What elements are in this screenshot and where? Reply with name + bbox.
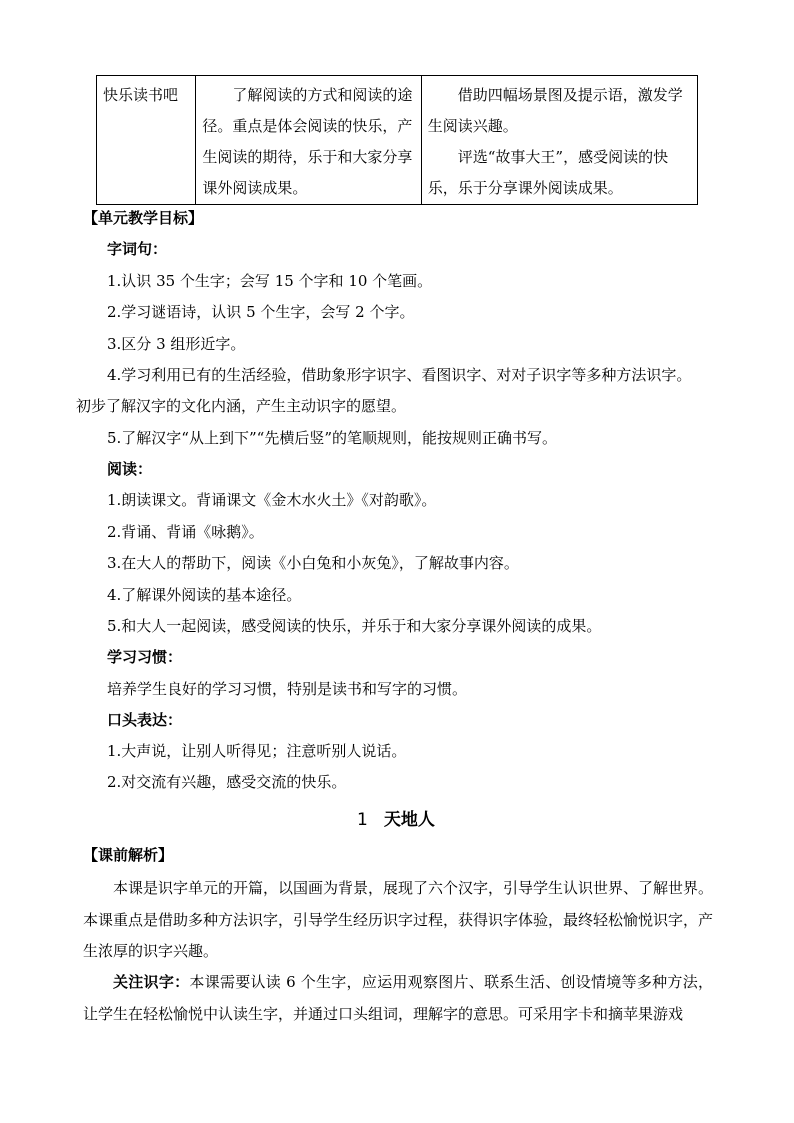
analysis-paragraph: 本课是识字单元的开篇，以国画为背景，展现了六个汉字，引导学生认识世界、了解世界。本课重点是借助多种方法识字，引导学生经历识字过程，获得识字体验，最终轻松愉悦识字，产生浓厚的识字兴趣。 — [83, 879, 714, 960]
reading-item: 5.和大人一起阅读，感受阅读的快乐，并乐于和大家分享课外阅读的成果。 — [107, 617, 602, 635]
words-item: 3.区分 3 组形近字。 — [107, 335, 246, 353]
words-item-cont: 初步了解汉字的文化内涵，产生主动识字的愿望。 — [76, 397, 407, 415]
reading-item: 4.了解课外阅读的基本途径。 — [107, 586, 302, 604]
reading-item: 3.在大人的帮助下，阅读《小白兔和小灰兔》，了解故事内容。 — [107, 554, 519, 572]
table-cell-section — [97, 76, 196, 205]
reading-item: 1.朗读课文。背诵课文《金木水火土》《对韵歌》。 — [107, 491, 437, 509]
words-heading: 字词句： — [107, 240, 168, 258]
oral-item: 2.对交流有兴趣，感受交流的快乐。 — [107, 773, 347, 791]
reading-heading: 阅读： — [107, 460, 153, 478]
focus-lead: 关注识字： — [113, 973, 190, 991]
table-cell-method — [421, 76, 697, 205]
method-text-2: 评选“故事大王”，感受阅读的快乐，乐于分享课外阅读成果。 — [427, 148, 669, 197]
words-item: 1.认识 35 个生字；会写 15 个字和 10 个笔画。 — [107, 272, 433, 290]
table-row — [97, 76, 698, 205]
habit-text: 培养学生良好的学习习惯，特别是读书和写字的习惯。 — [107, 680, 468, 698]
focus-paragraph — [83, 967, 713, 1030]
words-item: 5.了解汉字“从上到下”“先横后竖”的笔顺规则，能按规则正确书写。 — [107, 429, 557, 447]
lesson-title-text: 天地人 — [383, 810, 435, 830]
words-item: 4.学习利用已有的生活经验，借助象形字识字、看图识字、对对子识字等多种方法识字。 — [107, 366, 692, 384]
lesson-number: 1 — [357, 810, 368, 830]
words-item: 2.学习谜语诗，认识 5 个生字，会写 2 个字。 — [107, 303, 415, 321]
habit-heading: 学习习惯： — [107, 648, 183, 666]
method-text-1: 借助四幅场景图及提示语，激发学生阅读兴趣。 — [427, 86, 683, 135]
lesson-table — [96, 75, 698, 205]
goal-text: 了解阅读的方式和阅读的途径。重点是体会阅读的快乐，产生阅读的期待，乐于和大家分享课外阅读成果。 — [202, 86, 413, 197]
goals-heading: 【单元教学目标】 — [83, 209, 204, 227]
lesson-title — [357, 805, 435, 830]
oral-item: 1.大声说，让别人听得见；注意听别人说话。 — [107, 742, 407, 760]
table-cell-goal — [196, 76, 421, 205]
focus-text: 本课需要认读 6 个生字，应运用观察图片、联系生活、创设情境等多种方法，让学生在轻松愉悦中认读生字，并通过口头组词，理解字的意思。可采用字卡和摘苹果游戏 — [83, 973, 713, 1023]
section-name: 快乐读书吧 — [103, 86, 179, 104]
reading-item: 2.背诵、背诵《咏鹅》。 — [107, 523, 264, 541]
oral-heading: 口头表达： — [107, 711, 183, 729]
analysis-heading: 【课前解析】 — [83, 846, 174, 864]
